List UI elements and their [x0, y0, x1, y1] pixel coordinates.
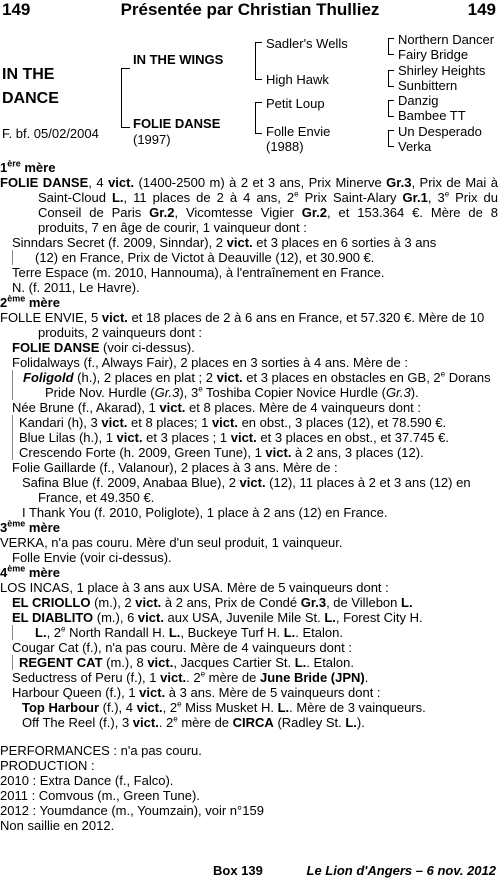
- ggs-8: Verka: [398, 139, 432, 154]
- bracket-6: [388, 100, 394, 117]
- pedigree-table: [0, 30, 500, 160]
- regent-cat-block: [12, 655, 498, 670]
- produce-el-criollo: EL CRIOLLO (m.), 2 vict. à 2 ans, Prix de Condé Gr.3, de Villebon L.: [12, 595, 413, 610]
- fourth-dam-heading: 4ème mère: [0, 563, 60, 580]
- second-dam-heading: 2ème mère: [0, 293, 60, 310]
- bracket-2: [255, 42, 262, 80]
- third-dam-record: VERKA, n'a pas couru. Mère d'un seul produit, 1 vainqueur.: [0, 535, 343, 550]
- foligold-block: [12, 370, 498, 400]
- production-heading: PRODUCTION :: [0, 758, 95, 773]
- produce-terre-espace: Terre Espace (m. 2010, Hannouma), à l'entraînement en France.: [12, 265, 385, 280]
- nee-brune-produce: [12, 415, 498, 460]
- horse-name-line1: IN THE: [2, 66, 55, 83]
- ggs-5: Danzig: [398, 93, 439, 108]
- produce-n-2011: N. (f. 2011, Le Havre).: [12, 280, 140, 295]
- production-2010: 2010 : Extra Dance (f., Falco).: [0, 773, 174, 788]
- lot-number-right: 149: [467, 0, 496, 19]
- produce-regent-cat: REGENT CAT (m.), 8 vict., Jacques Cartier St. L.. Etalon.: [19, 655, 354, 670]
- not-covered-2012: Non saillie en 2012.: [0, 818, 115, 833]
- presenter-title: Présentée par Christian Thulliez: [120, 0, 380, 19]
- produce-off-the-reel: Off The Reel (f.), 3 vict.. 2e mère de CIRCA (Radley St. L.).: [22, 714, 365, 730]
- dam-year: (1997): [133, 132, 171, 147]
- produce-sinndars-secret: Sinndars Secret (f. 2009, Sinndar), 2 vict. et 3 places en 6 sorties à 3 ans: [12, 235, 437, 250]
- sire-name: IN THE WINGS: [133, 52, 224, 67]
- production-2011: 2011 : Comvous (m., Green Tune).: [0, 788, 200, 803]
- dam-name: FOLIE DANSE: [133, 116, 221, 131]
- horse-info: F. bf. 05/02/2004: [2, 126, 99, 141]
- second-dam-record: FOLLE ENVIE, 5 vict. et 18 places de 2 à 6 ans en France, et 57.320 €. Mère de 10 produits, 2 vainqueurs dont :: [0, 310, 485, 340]
- gs-sadlers-wells: Sadler's Wells: [266, 36, 348, 51]
- produce-cougar-cat: Cougar Cat (f.), n'a pas couru. Mère de 4 vainqueurs dont :: [12, 640, 352, 655]
- bracket-7: [388, 130, 394, 147]
- page-footer: [0, 863, 500, 879]
- horse-name-line2: DANCE: [2, 90, 59, 107]
- lot-number-left: 149: [2, 0, 31, 19]
- produce-i-thank-you: I Thank You (f. 2010, Poliglote), 1 place à 2 ans (12) en France.: [22, 505, 388, 520]
- bracket-4: [388, 38, 394, 55]
- ggs-7: Un Desperado: [398, 124, 482, 139]
- performances: PERFORMANCES : n'a pas couru.: [0, 743, 202, 758]
- produce-safina-blue: Safina Blue (f. 2009, Anabaa Blue), 2 vict. (12), 11 places à 2 et 3 ans (12) en France, et 49.350 €.: [22, 475, 471, 505]
- box-number: Box 139: [213, 863, 263, 878]
- fourth-dam-record: LOS INCAS, 1 place à 3 ans aux USA. Mère de 5 vainqueurs dont :: [0, 580, 389, 595]
- produce-sinndars-secret-cont: (12) en France, Prix de Victot à Deauville (12), et 30.900 €.: [12, 250, 498, 265]
- ggs-3: Shirley Heights: [398, 63, 486, 78]
- produce-blue-lilas: Blue Lilas (h.), 1 vict. et 3 places ; 1 vict. et 3 places en obst., et 37.745 €.: [19, 430, 449, 445]
- produce-nee-brune: Née Brune (f., Akarad), 1 vict. et 8 places. Mère de 4 vainqueurs dont :: [12, 400, 422, 415]
- ggs-1: Northern Dancer: [398, 32, 495, 47]
- produce-folie-gaillarde: Folie Gaillarde (f., Valanour), 2 places à 3 ans. Mère de :: [12, 460, 338, 475]
- sale-location-date: Le Lion d'Angers – 6 nov. 2012: [306, 863, 496, 878]
- first-dam-heading: 1ère mère: [0, 158, 56, 175]
- produce-folie-danse: FOLIE DANSE (voir ci-dessus).: [12, 340, 195, 355]
- produce-folidalways: Folidalways (f., Always Fair), 2 places en 3 sorties à 4 ans. Mère de :: [12, 355, 408, 370]
- bracket-1: [121, 68, 130, 128]
- production-2012: 2012 : Youmdance (m., Youmzain), voir n°159: [0, 803, 264, 818]
- ggs-6: Bambee TT: [398, 108, 466, 123]
- produce-kandari: Kandari (h), 3 vict. et 8 places; 1 vict. en obst., 3 places (12), et 78.590 €.: [19, 415, 447, 430]
- gs-high-hawk: High Hawk: [266, 72, 329, 87]
- el-diablito-cont-block: [12, 625, 498, 640]
- ggs-2: Fairy Bridge: [398, 47, 469, 62]
- bracket-5: [388, 70, 394, 87]
- bracket-3: [255, 102, 262, 134]
- produce-el-diablito-cont: L., 2e North Randall H. L., Buckeye Turf H. L.. Etalon.: [35, 624, 343, 640]
- produce-foligold: Foligold (h.), 2 places en plat ; 2 vict. et 3 places en obstacles en GB, 2e Dorans Pride Nov. Hurdle (Gr.3), 3e Toshiba Copier Novice Hurdle (Gr.3).: [23, 369, 491, 400]
- produce-harbour-queen: Harbour Queen (f.), 1 vict. à 3 ans. Mère de 5 vainqueurs dont :: [12, 685, 381, 700]
- third-dam-heading: 3ème mère: [0, 518, 60, 535]
- catalogue-body: [0, 160, 498, 833]
- produce-folle-envie: Folle Envie (voir ci-dessus).: [12, 550, 172, 565]
- gs-folle-envie-year: (1988): [266, 139, 304, 154]
- page-header: [0, 0, 500, 20]
- first-dam-record: FOLIE DANSE, 4 vict. (1400-2500 m) à 2 et 3 ans, Prix Minerve Gr.3, Prix de Mai à Saint-Cloud L., 11 places de 2 à 4 ans, 2e Prix Saint-Alary Gr.1, 3e Prix du Conseil de Paris Gr.2, Vicomtesse Vigier Gr.2, et 153.364 €. Mère de 8 produits, 7 en âge de courir, 1 vainqueur dont :: [0, 175, 498, 235]
- ggs-4: Sunbittern: [398, 78, 458, 93]
- produce-crescendo-forte: Crescendo Forte (h. 2009, Green Tune), 1 vict. à 2 ans, 3 places (12).: [19, 445, 424, 460]
- gs-folle-envie: Folle Envie: [266, 124, 331, 139]
- produce-top-harbour: Top Harbour (f.), 4 vict., 2e Miss Musket H. L.. Mère de 3 vainqueurs.: [22, 699, 426, 715]
- produce-el-diablito: EL DIABLITO (m.), 6 vict. aux USA, Juvenile Mile St. L., Forest City H.: [12, 610, 423, 625]
- produce-seductress-of-peru: Seductress of Peru (f.), 1 vict.. 2e mère de June Bride (JPN).: [12, 669, 369, 685]
- gs-petit-loup: Petit Loup: [266, 96, 325, 111]
